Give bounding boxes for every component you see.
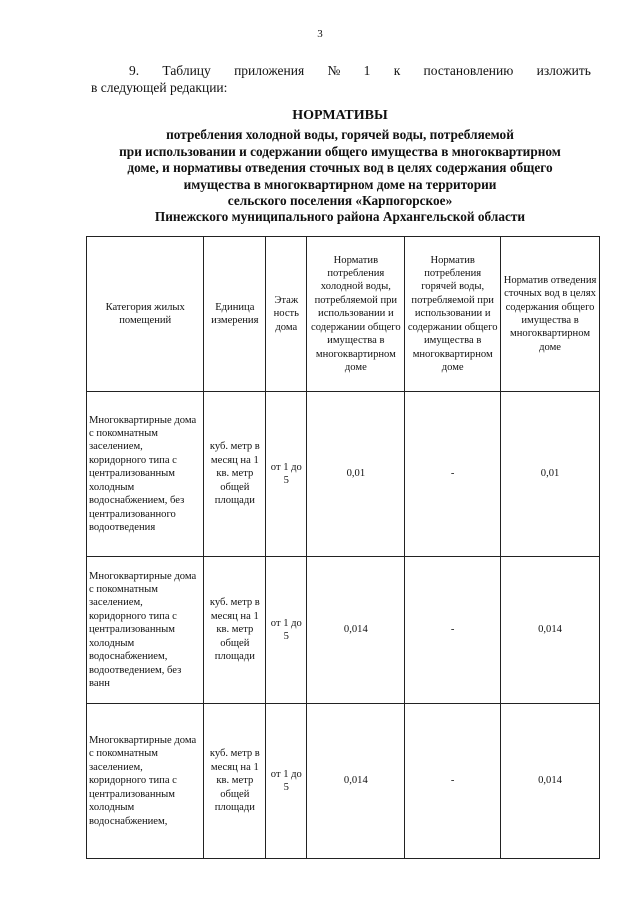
cell-hot-water: -	[405, 704, 501, 859]
cell-cold-water: 0,014	[307, 704, 405, 859]
header-floors: Этаж ность дома	[266, 237, 307, 392]
cell-drainage: 0,014	[501, 704, 600, 859]
paragraph-word: №	[327, 63, 341, 78]
cell-floors: от 1 до 5	[266, 557, 307, 704]
cell-category: Многоквартирные дома с покомнатным заселением, коридорного типа с централизованным холодным водоснабжением, без централизованного водоотведения	[87, 392, 204, 557]
table-row	[87, 392, 600, 557]
heading-title: НОРМАТИВЫ	[292, 108, 388, 123]
cell-cold-water: 0,014	[307, 557, 405, 704]
cell-drainage: 0,014	[501, 557, 600, 704]
heading-line: сельского поселения «Карпогорское»	[227, 193, 453, 209]
cell-floors: от 1 до 5	[266, 704, 307, 859]
paragraph-word: приложения	[234, 63, 305, 78]
heading-line: доме, и нормативы отведения сточных вод в целях содержания общего	[127, 160, 553, 176]
paragraph-word: изложить	[536, 63, 591, 78]
table-row	[87, 557, 600, 704]
cell-floors: от 1 до 5	[266, 392, 307, 557]
header-cold-water: Норматив потребления холодной воды, потребляемой при использовании и содержании общего имущества в многоквартирном доме	[307, 237, 405, 392]
header-unit: Единица измерения	[204, 237, 266, 392]
document-heading	[80, 108, 600, 226]
norms-table	[86, 236, 600, 859]
heading-line: потребления холодной воды, горячей воды, потребляемой	[166, 127, 514, 143]
heading-line: при использовании и содержании общего имущества в многоквартирном	[119, 143, 561, 159]
paragraph-line-1	[91, 62, 591, 79]
header-category: Категория жилых помещений	[87, 237, 204, 392]
page-number: 3	[317, 28, 323, 40]
heading-line: имущества в многоквартирном доме на территории	[183, 176, 497, 192]
paragraph-number: 9.	[129, 63, 140, 78]
paragraph-line-2: в следующей редакции:	[91, 80, 228, 95]
heading-line: Пинежского муниципального района Архангельской области	[154, 209, 526, 225]
table-row	[87, 704, 600, 859]
cell-hot-water: -	[405, 557, 501, 704]
header-hot-water: Норматив потребления горячей воды, потребляемой при использовании и содержании общего имущества в многоквартирном доме	[405, 237, 501, 392]
cell-unit: куб. метр в месяц на 1 кв. метр общей площади	[204, 392, 266, 557]
cell-drainage: 0,01	[501, 392, 600, 557]
paragraph-word: к	[393, 63, 401, 78]
amendment-paragraph	[91, 62, 591, 96]
cell-unit: куб. метр в месяц на 1 кв. метр общей площади	[204, 704, 266, 859]
header-drainage: Норматив отведения сточных вод в целях содержания общего имущества в многоквартирном доме	[501, 237, 600, 392]
cell-category: Многоквартирные дома с покомнатным заселением, коридорного типа с централизованным холодным водоснабжением,	[87, 704, 204, 859]
paragraph-word: 1	[363, 63, 371, 78]
cell-unit: куб. метр в месяц на 1 кв. метр общей площади	[204, 557, 266, 704]
paragraph-word: постановлению	[423, 63, 514, 78]
cell-cold-water: 0,01	[307, 392, 405, 557]
cell-hot-water: -	[405, 392, 501, 557]
paragraph-word: Таблицу	[162, 63, 211, 78]
cell-category: Многоквартирные дома с покомнатным заселением, коридорного типа с централизованным холодным водоснабжением, водоотведением, без ванн	[87, 557, 204, 704]
table-header-row	[87, 237, 600, 392]
